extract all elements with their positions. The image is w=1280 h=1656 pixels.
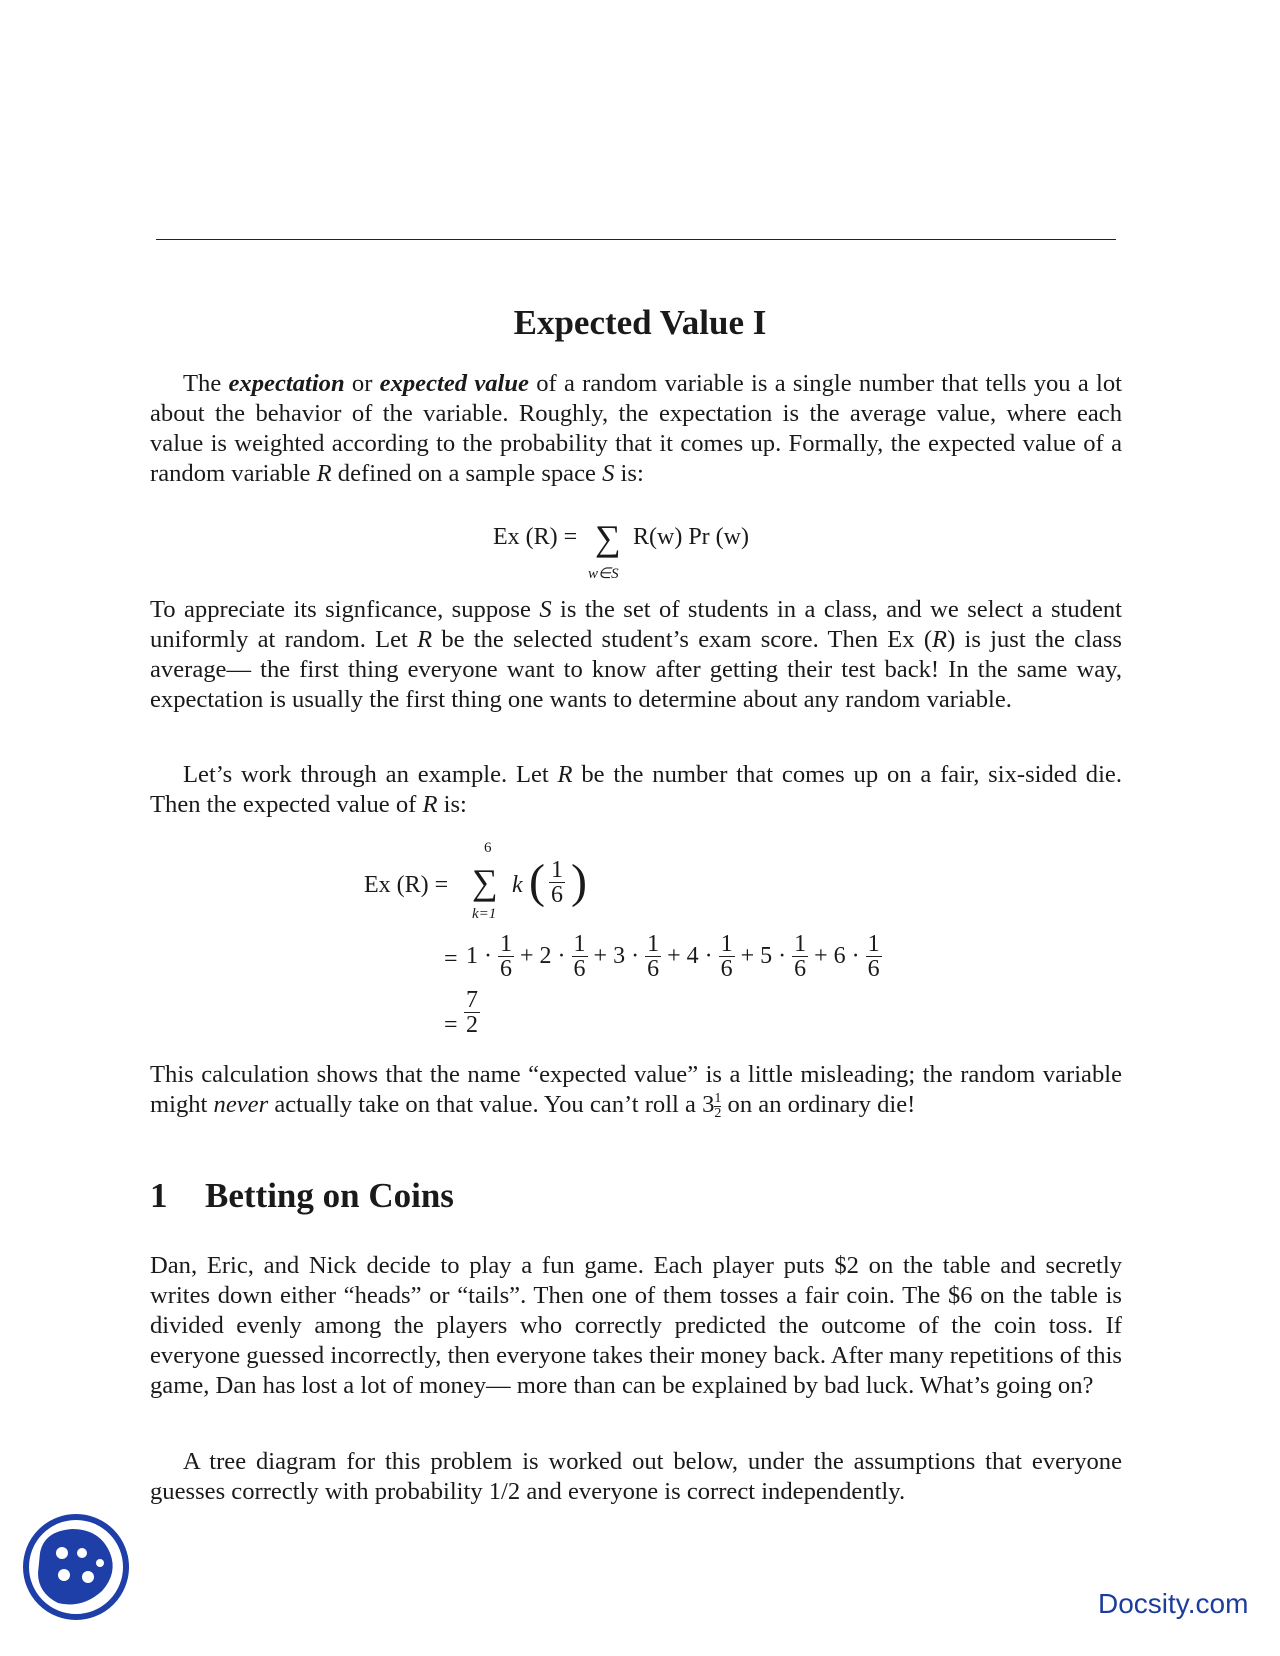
docsity-logo-icon <box>22 1513 130 1621</box>
numerator: 1 <box>500 931 512 957</box>
equals-sign: = <box>444 946 458 972</box>
fraction-one-sixth <box>866 932 882 981</box>
sum-subscript: k=1 <box>472 906 497 922</box>
para-text: on an ordinary die! <box>721 1091 916 1118</box>
intro-text: of a random variable is a single number that tells you a lot about the behavior of the variable. Roughly, the expectation is the average value, where each value is weighted according to the probability that it comes up. Formally, the expected value of a random variable <box>150 370 1122 487</box>
sum-term: + 4 · <box>667 943 719 969</box>
para-text: actually take on that value. You can’t roll a 3 <box>268 1091 715 1118</box>
numerator: 1 <box>720 931 733 957</box>
term-expectation: expectation <box>228 370 345 397</box>
left-paren: ( <box>529 855 545 908</box>
right-paren: ) <box>571 855 587 908</box>
para-text: Let’s work through an example. Let <box>183 761 558 788</box>
math-var: S <box>539 596 552 623</box>
numerator: 1 <box>647 931 660 957</box>
denominator: 6 <box>573 956 586 982</box>
sum-term: + 5 · <box>740 943 793 969</box>
para-text: To appreciate its signficance, suppose <box>150 596 540 623</box>
fraction-one-sixth <box>645 932 661 981</box>
numerator: 1 <box>867 931 880 957</box>
denominator: 6 <box>500 956 512 982</box>
numerator: 7 <box>466 987 478 1013</box>
numerator: 1 <box>794 931 807 957</box>
docsity-brand-link[interactable]: Docsity.com <box>1098 1588 1249 1619</box>
para-text: be the selected student’s exam score. Then Ex ( <box>432 626 933 653</box>
denominator: 2 <box>466 1012 478 1038</box>
fraction-one-sixth <box>572 932 588 981</box>
sum-term: + 3 · <box>593 943 646 969</box>
section-title: Betting on Coins <box>205 1176 454 1215</box>
significance-paragraph <box>150 595 1122 715</box>
term-expected-value: expected value <box>379 370 529 397</box>
math-var: R <box>316 460 332 487</box>
sum-symbol: ∑ <box>472 862 498 902</box>
intro-text: The <box>183 370 229 397</box>
para-text: be the number that comes up on a fair, six-sided die. Then the expected value of <box>150 761 1122 818</box>
denominator: 2 <box>714 1105 722 1121</box>
header-rule <box>156 239 1116 240</box>
intro-text: is: <box>614 460 644 487</box>
intro-paragraph <box>150 369 1122 489</box>
sum-terms-row <box>466 932 888 981</box>
equals-sign: = <box>444 1012 458 1038</box>
math-var: S <box>602 460 615 487</box>
expectation-definition-formula <box>493 510 793 580</box>
denominator: 6 <box>794 956 807 982</box>
math-var: R <box>422 791 438 818</box>
math-var: R <box>557 761 573 788</box>
formula-body: R(w) Pr (w) <box>633 524 749 550</box>
docsity-logo[interactable] <box>22 1513 130 1621</box>
emphasis-never: never <box>213 1091 269 1118</box>
sum-subscript: w∈S <box>588 566 619 582</box>
section-number: 1 <box>150 1176 168 1215</box>
math-var: k <box>512 872 523 898</box>
intro-text: defined on a sample space <box>331 460 603 487</box>
math-var: R <box>417 626 433 653</box>
para-text: is: <box>437 791 467 818</box>
sum-term: 1 · <box>466 943 498 969</box>
numerator: 1 <box>573 931 586 957</box>
denominator: 6 <box>867 956 880 982</box>
numerator: 1 <box>714 1090 722 1106</box>
example-paragraph <box>150 760 1122 820</box>
fraction-one-sixth <box>498 932 514 981</box>
sum-superscript: 6 <box>484 840 492 856</box>
formula-lhs: Ex (R) = <box>364 872 449 898</box>
misleading-paragraph <box>150 1060 1122 1121</box>
para-text: This calculation shows that the name “expected value” is a little misleading; the random variable might <box>150 1061 1122 1118</box>
para-text: ) is just the class average— the first thing everyone want to know after getting their test back! In the same way, expectation is usually the first thing one wants to determine about any random variable. <box>150 626 1122 713</box>
page-title: Expected Value I <box>513 303 767 342</box>
formula-lhs: Ex (R) = <box>493 524 578 550</box>
denominator: 6 <box>720 956 733 982</box>
denominator: 6 <box>647 956 660 982</box>
numerator: 1 <box>551 857 563 883</box>
sum-symbol: ∑ <box>595 518 621 558</box>
sum-term: + 2 · <box>520 943 572 969</box>
denominator: 6 <box>551 882 563 908</box>
coins-paragraph: Dan, Eric, and Nick decide to play a fun game. Each player puts $2 on the table and secretly writes down either “heads” or “tails”. Then one of them tosses a fair coin. The $6 on the table is divided evenly among the players who correctly predicted the outcome of the coin toss. If everyone guessed incorrectly, then everyone takes their money back. After many repetitions of this game, Dan has lost a lot of money— more than can be explained by bad luck. What’s going on? <box>150 1252 1122 1399</box>
fraction-one-sixth <box>549 858 565 907</box>
intro-text: or <box>344 370 380 397</box>
fraction-one-sixth <box>719 932 735 981</box>
para-text: is the set of students in a class, and we select a student uniformly at random. Let <box>150 596 1122 653</box>
fraction-one-sixth <box>792 932 808 981</box>
math-var: R <box>932 626 948 653</box>
result-fraction <box>464 988 480 1037</box>
tree-paragraph: A tree diagram for this problem is worked out below, under the assumptions that everyone guesses correctly with probability 1/2 and everyone is correct independently. <box>150 1448 1122 1505</box>
die-expectation-derivation <box>364 838 924 1048</box>
sum-term: + 6 · <box>814 943 866 969</box>
section-heading <box>150 1176 454 1216</box>
